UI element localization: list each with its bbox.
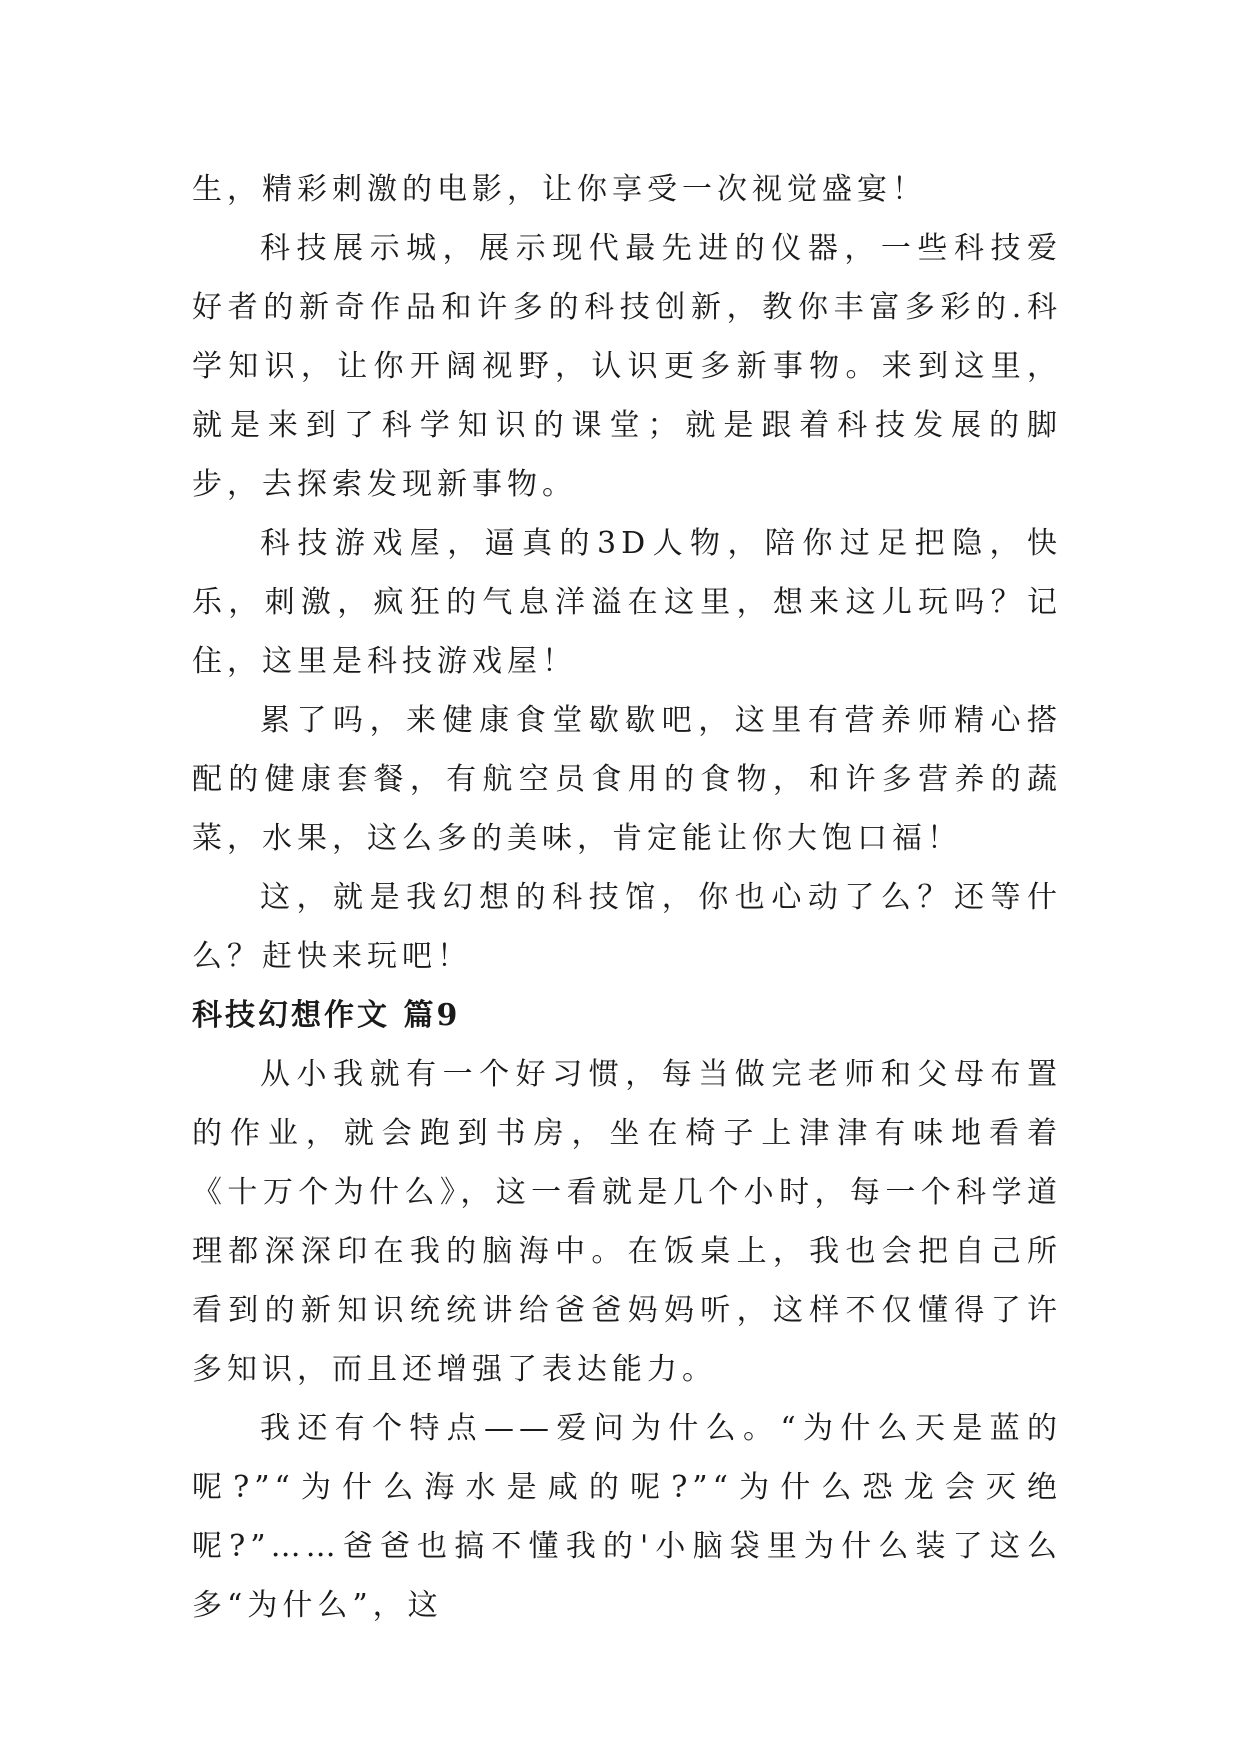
section-heading: 科技幻想作文 篇9 bbox=[192, 998, 461, 1033]
paragraph-asking-why: 我还有个特点——爱问为什么。“为什么天是蓝的呢?”“为什么海水是咸的呢?”“为什么恐龙会灭绝呢?”……爸爸也搞不懂我的'小脑袋里为什么装了这么多“为什么”，这 bbox=[192, 1411, 1062, 1623]
document-body bbox=[192, 160, 1062, 1635]
paragraph-health-canteen: 累了吗，来健康食堂歇歇吧，这里有营养师精心搭配的健康套餐，有航空员食用的食物，和许多营养的蔬菜，水果，这么多的美味，肯定能让你大饱口福！ bbox=[192, 703, 1062, 856]
paragraph-tech-exhibition-city: 科技展示城，展示现代最先进的仪器，一些科技爱好者的新奇作品和许多的科技创新，教你丰富多彩的.科学知识，让你开阔视野，认识更多新事物。来到这里，就是来到了科学知识的课堂；就是跟着科技发展的脚步，去探索发现新事物。 bbox=[192, 231, 1062, 502]
paragraph-closing: 这，就是我幻想的科技馆，你也心动了么？还等什么？赶快来玩吧！ bbox=[192, 880, 1062, 974]
paragraph-continuation: 生，精彩刺激的电影，让你享受一次视觉盛宴！ bbox=[192, 172, 927, 207]
paragraph-good-habit: 从小我就有一个好习惯，每当做完老师和父母布置的作业，就会跑到书房，坐在椅子上津津有味地看着《十万个为什么》，这一看就是几个小时，每一个科学道理都深深印在我的脑海中。在饭桌上，我也会把自己所看到的新知识统统讲给爸爸妈妈听，这样不仅懂得了许多知识，而且还增强了表达能力。 bbox=[192, 1057, 1062, 1387]
paragraph-tech-game-house: 科技游戏屋，逼真的3D人物，陪你过足把隐，快乐，刺激，疯狂的气息洋溢在这里，想来这儿玩吗？记住，这里是科技游戏屋！ bbox=[192, 526, 1062, 679]
